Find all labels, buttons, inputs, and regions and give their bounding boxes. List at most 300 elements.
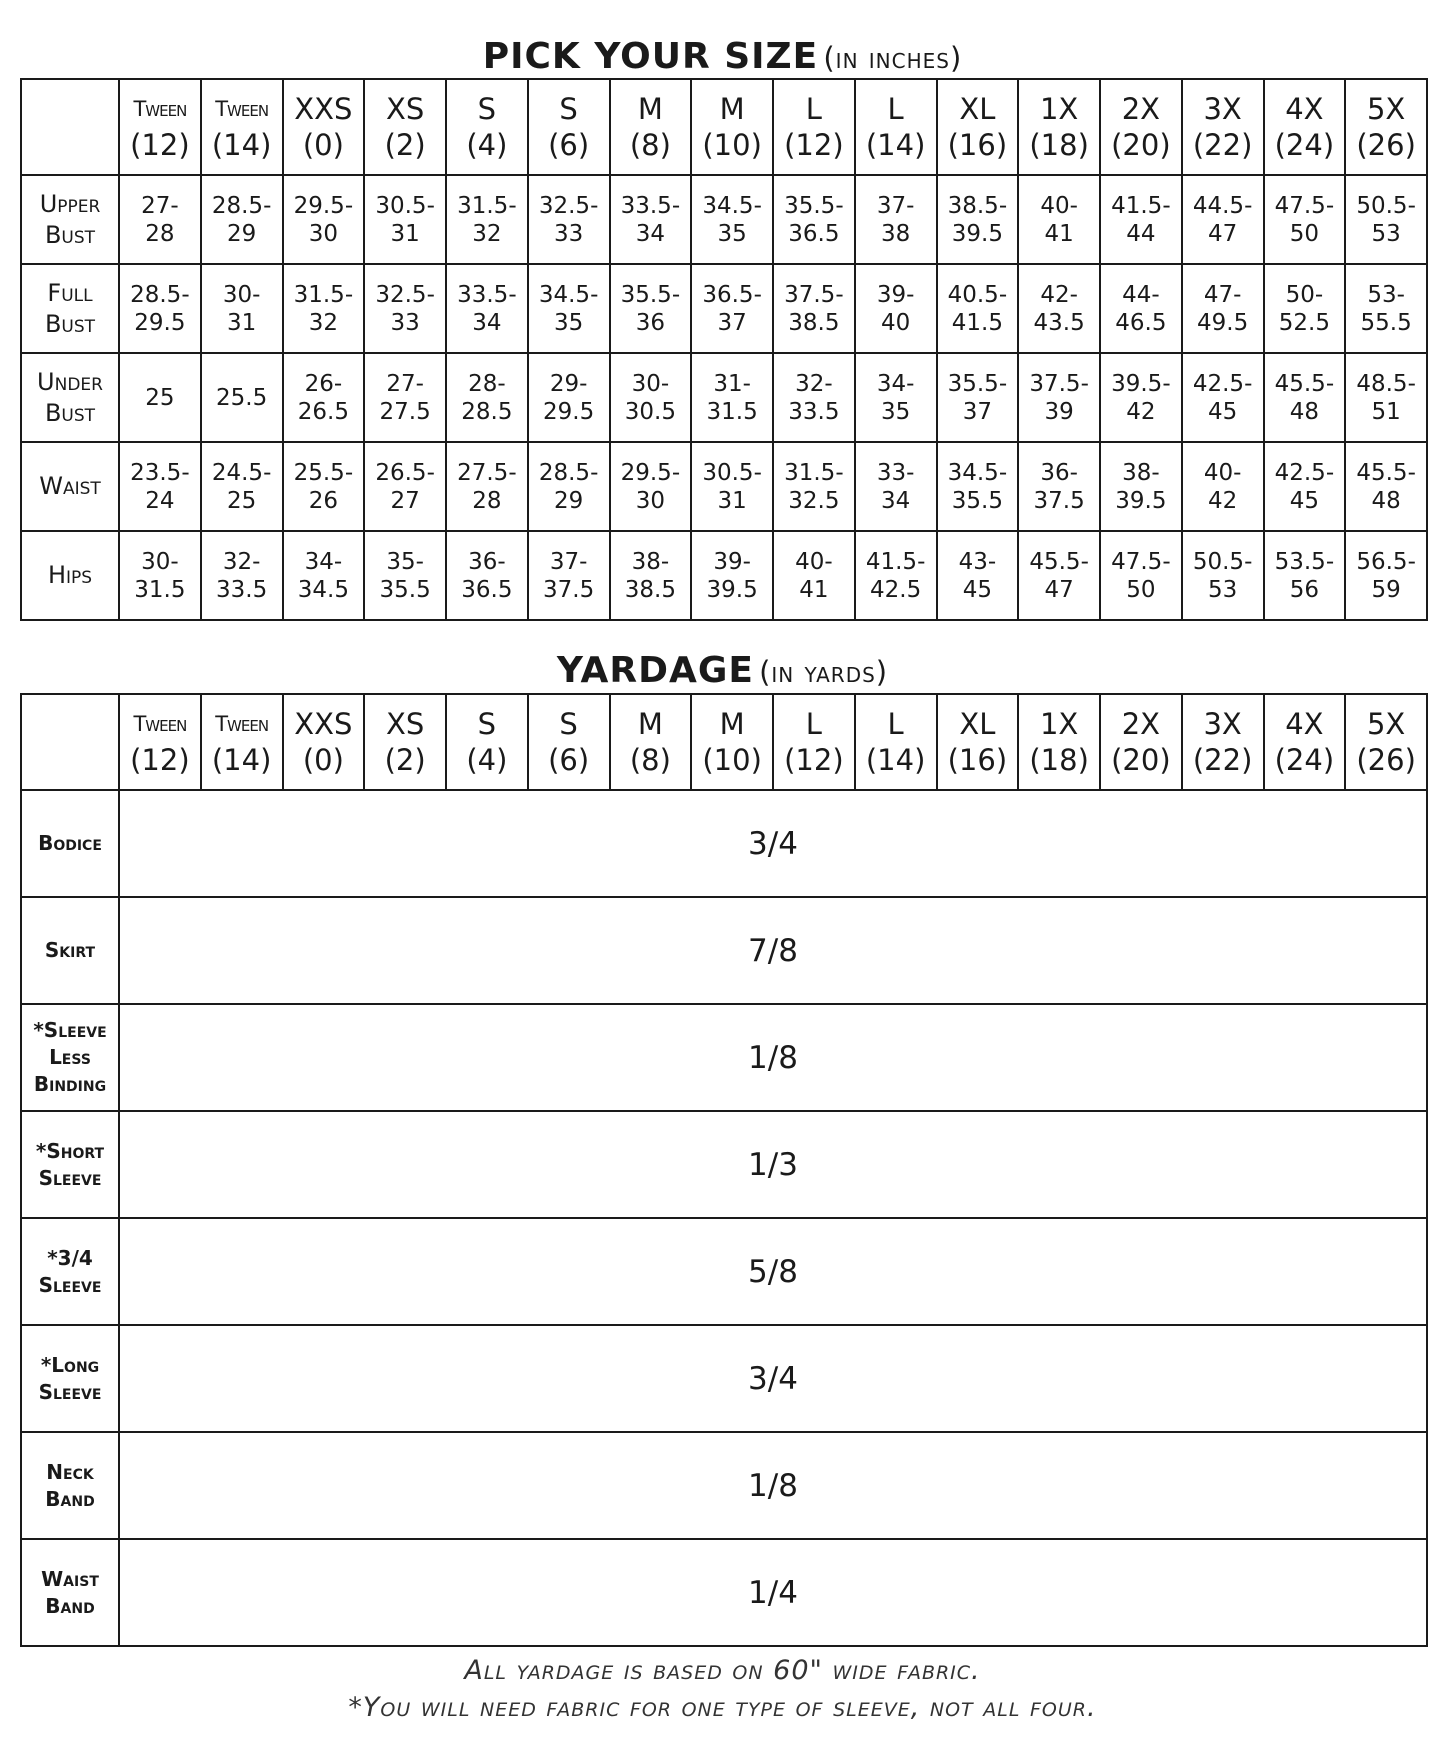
measurement-value-line: 38- — [1122, 459, 1160, 486]
measurement-value-line: 30.5 — [624, 398, 676, 425]
size-header-cell — [1182, 79, 1264, 175]
measurement-value-line: 35.5- — [947, 370, 1008, 397]
measurement-value — [855, 442, 937, 531]
measurement-value-line: 39.5- — [1111, 370, 1171, 397]
measurement-row — [21, 442, 1427, 531]
measurement-value-line: 31.5 — [134, 576, 186, 603]
size-header-cell — [1100, 79, 1182, 175]
measurement-value-line: 33.5 — [788, 398, 840, 425]
measurement-value-line: 45.5- — [1356, 459, 1416, 486]
measurement-value — [691, 264, 773, 353]
measurement-value-line: 45.5- — [1029, 548, 1089, 575]
measurement-value-line: 31 — [226, 309, 257, 336]
size-header-row — [21, 79, 1427, 175]
size-letter: S — [559, 92, 578, 126]
measurement-value — [691, 353, 773, 442]
measurement-value-line: 53.5- — [1274, 548, 1335, 575]
measurement-value-line: 32.5- — [375, 281, 435, 308]
size-number: (12) — [130, 128, 190, 162]
measurement-value-line: 33.5 — [216, 576, 268, 603]
yardage-chart-title — [0, 650, 1445, 691]
measurement-value-line: 53 — [1207, 576, 1238, 603]
measurement-value-line: 37- — [876, 192, 915, 219]
size-number: (14) — [211, 743, 272, 777]
yardage-chart-title-main: YARDAGE — [556, 650, 754, 691]
measurement-value — [119, 353, 201, 442]
size-header-cell — [446, 79, 528, 175]
measurement-value-line: 25 — [145, 384, 175, 411]
measurement-value — [1264, 353, 1346, 442]
size-header-cell — [283, 79, 365, 175]
measurement-value-line: 48 — [1289, 398, 1320, 425]
measurement-value — [201, 531, 283, 620]
size-letter: XS — [385, 707, 425, 741]
measurement-value-line: 37- — [549, 548, 588, 575]
size-letter: 2X — [1121, 92, 1161, 126]
measurement-value-line: 25.5 — [216, 384, 268, 411]
size-number: (8) — [629, 743, 671, 777]
measurement-value — [1345, 442, 1427, 531]
measurement-value-line: 46.5 — [1115, 309, 1167, 336]
measurement-value-line: 44 — [1126, 220, 1156, 247]
measurement-value-line: 45 — [962, 576, 993, 603]
size-number: (6) — [548, 128, 590, 162]
measurement-value-line: 41 — [1044, 220, 1074, 247]
measurement-value-line: 30- — [631, 370, 670, 397]
measurement-value — [119, 175, 201, 264]
measurement-value-line: 35.5- — [620, 281, 681, 308]
size-number: (14) — [865, 128, 926, 162]
measurement-value-line: 53 — [1371, 220, 1401, 247]
measurement-value-line: 40- — [1040, 192, 1078, 219]
measurement-value-line: 32 — [308, 309, 339, 336]
measurement-value-line: 32.5 — [788, 487, 840, 514]
measurement-value — [528, 175, 610, 264]
size-header-cell — [201, 694, 283, 790]
yardage-chart-title-unit: (in yards) — [759, 655, 889, 689]
measurement-value-line: 30 — [308, 220, 339, 247]
yardage-row — [21, 790, 1427, 897]
size-header-cell — [937, 694, 1019, 790]
measurement-value-line: 26 — [308, 487, 339, 514]
measurement-value — [1182, 442, 1264, 531]
yardage-label: Neck Band — [21, 1432, 119, 1539]
size-letter: 3X — [1203, 92, 1242, 126]
measurement-value-line: 33- — [876, 459, 915, 486]
measurement-value-line: 34- — [304, 548, 343, 575]
measurement-value — [119, 442, 201, 531]
measurement-value-line: 42.5- — [1192, 370, 1253, 397]
measurement-row — [21, 531, 1427, 620]
yardage-label: *Sleeve Less Binding — [21, 1004, 119, 1111]
measurement-value-line: 39.5 — [1115, 487, 1167, 514]
measurement-value-line: 37.5 — [543, 576, 595, 603]
measurement-value-line: 39.5 — [706, 576, 758, 603]
size-number: (16) — [947, 128, 1008, 162]
measurement-value-line: 41 — [799, 576, 829, 603]
measurement-value-line: 47- — [1203, 281, 1242, 308]
measurement-value-line: 35 — [880, 398, 911, 425]
measurement-value-line: 39- — [876, 281, 915, 308]
measurement-value-line: 31 — [390, 220, 420, 247]
size-header-cell — [691, 79, 773, 175]
measurement-value-line: 35- — [386, 548, 424, 575]
measurement-value — [201, 353, 283, 442]
yardage-label: Waist Band — [21, 1539, 119, 1646]
size-letter: 5X — [1366, 92, 1406, 126]
measurement-value-line: 33 — [390, 309, 420, 336]
measurement-value — [773, 353, 855, 442]
measurement-value-line: 31 — [717, 487, 747, 514]
measurement-value — [201, 175, 283, 264]
measurement-label: Full Bust — [21, 264, 119, 353]
size-number: (20) — [1111, 743, 1171, 777]
size-letter: 4X — [1285, 707, 1324, 741]
measurement-value — [610, 442, 692, 531]
measurement-value-line: 47.5- — [1111, 548, 1171, 575]
measurement-value-line: 27.5- — [457, 459, 517, 486]
measurement-value — [1345, 353, 1427, 442]
measurement-value-line: 40.5- — [947, 281, 1008, 308]
size-letter: M — [719, 92, 745, 126]
size-letter: Tween — [215, 97, 269, 121]
measurement-value-line: 26.5- — [375, 459, 435, 486]
measurement-value — [855, 264, 937, 353]
measurement-value-line: 34 — [880, 487, 911, 514]
measurement-value — [528, 531, 610, 620]
yardage-label: Bodice — [21, 790, 119, 897]
size-header-cell — [364, 694, 446, 790]
measurement-value — [1018, 175, 1100, 264]
measurement-value-line: 35.5- — [784, 192, 844, 219]
size-header-cell — [610, 694, 692, 790]
measurement-value-line: 40- — [795, 548, 833, 575]
measurement-value-line: 50.5- — [1356, 192, 1416, 219]
measurement-value-line: 29 — [553, 487, 584, 514]
measurement-value — [119, 264, 201, 353]
yardage-value: 7/8 — [119, 897, 1427, 1004]
footnote-fabric-width: All yardage is based on 60" wide fabric. — [464, 1655, 981, 1686]
measurement-value-line: 35.5 — [379, 576, 431, 603]
measurement-value-line: 35.5 — [951, 487, 1003, 514]
measurement-value — [1264, 264, 1346, 353]
size-header-cell — [528, 79, 610, 175]
measurement-value-line: 32 — [472, 220, 502, 247]
measurement-value — [364, 442, 446, 531]
measurement-value-line: 38.5 — [788, 309, 840, 336]
measurement-value — [283, 353, 365, 442]
measurement-value — [1100, 531, 1182, 620]
yardage-value: 3/4 — [119, 1325, 1427, 1432]
size-letter: 1X — [1039, 707, 1079, 741]
measurement-value — [691, 531, 773, 620]
size-header-cell — [119, 79, 201, 175]
measurement-value — [1182, 353, 1264, 442]
size-letter: S — [477, 92, 497, 126]
size-header-cell — [283, 694, 365, 790]
size-number: (10) — [702, 128, 762, 162]
measurement-value-line: 36- — [1040, 459, 1078, 486]
measurement-value-line: 43.5 — [1033, 309, 1085, 336]
measurement-value-line: 31- — [713, 370, 751, 397]
size-letter: M — [637, 92, 663, 126]
measurement-value — [446, 175, 528, 264]
measurement-value — [283, 175, 365, 264]
size-number: (4) — [466, 743, 508, 777]
measurement-value-line: 50 — [1289, 220, 1320, 247]
size-letter: Tween — [133, 712, 187, 736]
measurement-value-line: 29.5- — [293, 192, 354, 219]
yardage-label: Skirt — [21, 897, 119, 1004]
measurement-value — [201, 264, 283, 353]
measurement-value — [1100, 442, 1182, 531]
measurement-value-line: 44- — [1122, 281, 1160, 308]
measurement-value-line: 36 — [635, 309, 666, 336]
measurement-value-line: 48 — [1371, 487, 1401, 514]
measurement-value-line: 39- — [713, 548, 751, 575]
measurement-value — [1100, 175, 1182, 264]
measurement-value-line: 27.5 — [379, 398, 431, 425]
size-header-cell — [1100, 694, 1182, 790]
size-letter: L — [805, 92, 822, 126]
measurement-value-line: 51 — [1371, 398, 1401, 425]
measurement-value-line: 31.5- — [784, 459, 844, 486]
measurement-value-line: 34 — [472, 309, 502, 336]
measurement-value-line: 37.5 — [1033, 487, 1085, 514]
size-letter: XL — [959, 92, 996, 126]
measurement-value-line: 28.5- — [538, 459, 599, 486]
measurement-value — [773, 442, 855, 531]
measurement-value-line: 34.5 — [297, 576, 349, 603]
measurement-value-line: 34- — [876, 370, 915, 397]
measurement-value-line: 38.5- — [947, 192, 1008, 219]
yardage-value: 1/8 — [119, 1004, 1427, 1111]
measurement-value-line: 34.5- — [702, 192, 762, 219]
measurement-value-line: 42- — [1040, 281, 1078, 308]
header-corner-cell — [21, 79, 119, 175]
measurement-value — [773, 264, 855, 353]
measurement-value — [528, 353, 610, 442]
measurement-value-line: 25.5- — [293, 459, 354, 486]
size-number: (0) — [302, 743, 344, 777]
yardage-row — [21, 1432, 1427, 1539]
yardage-value: 3/4 — [119, 790, 1427, 897]
size-header-cell — [1345, 694, 1427, 790]
measurement-row — [21, 264, 1427, 353]
measurement-value-line: 34.5- — [947, 459, 1008, 486]
measurement-value-line: 53- — [1367, 281, 1405, 308]
size-header-cell — [1345, 79, 1427, 175]
size-chart-table — [20, 78, 1428, 621]
yardage-value: 1/4 — [119, 1539, 1427, 1646]
measurement-value-line: 33.5- — [620, 192, 681, 219]
size-letter: XL — [959, 707, 996, 741]
measurement-value-line: 33.5- — [457, 281, 517, 308]
size-letter: L — [805, 707, 822, 741]
measurement-value — [1264, 175, 1346, 264]
size-letter: XXS — [294, 92, 353, 126]
size-chart-title-unit: (in inches) — [823, 41, 963, 75]
yardage-value: 1/3 — [119, 1111, 1427, 1218]
size-letter: M — [719, 707, 745, 741]
measurement-value — [1345, 175, 1427, 264]
measurement-value-line: 39 — [1044, 398, 1074, 425]
size-number: (16) — [947, 743, 1008, 777]
measurement-value-line: 26- — [304, 370, 343, 397]
measurement-value-line: 37 — [962, 398, 993, 425]
size-letter: 5X — [1366, 707, 1406, 741]
measurement-value-line: 56.5- — [1356, 548, 1416, 575]
measurement-value-line: 50 — [1126, 576, 1156, 603]
size-header-cell — [691, 694, 773, 790]
size-number: (4) — [466, 128, 508, 162]
measurement-value-line: 28 — [145, 220, 175, 247]
measurement-value-line: 26.5 — [297, 398, 349, 425]
measurement-value — [1182, 264, 1264, 353]
measurement-value-line: 27 — [390, 487, 420, 514]
yardage-chart-table — [20, 693, 1428, 1647]
measurement-value — [937, 264, 1019, 353]
measurement-value-line: 40- — [1203, 459, 1242, 486]
measurement-value-line: 24 — [145, 487, 175, 514]
size-header-cell — [364, 79, 446, 175]
size-letter: L — [887, 92, 904, 126]
measurement-value-line: 50- — [1285, 281, 1324, 308]
size-number: (20) — [1111, 128, 1171, 162]
measurement-value-line: 45.5- — [1274, 370, 1335, 397]
measurement-value-line: 37.5- — [784, 281, 844, 308]
size-letter: 3X — [1203, 707, 1242, 741]
size-header-cell — [937, 79, 1019, 175]
footnote-sleeve: *You will need fabric for one type of sleeve, not all four. — [348, 1692, 1097, 1723]
measurement-value-line: 40 — [880, 309, 911, 336]
size-letter: L — [887, 707, 904, 741]
measurement-value — [855, 353, 937, 442]
measurement-value — [446, 264, 528, 353]
measurement-value — [855, 531, 937, 620]
measurement-value — [201, 442, 283, 531]
yardage-row — [21, 1111, 1427, 1218]
measurement-value-line: 28.5 — [461, 398, 513, 425]
measurement-value — [364, 531, 446, 620]
measurement-value — [1264, 442, 1346, 531]
measurement-value-line: 45 — [1289, 487, 1320, 514]
measurement-value-line: 30- — [141, 548, 179, 575]
measurement-label: Upper Bust — [21, 175, 119, 264]
size-letter: Tween — [215, 712, 269, 736]
yardage-label: *Long Sleeve — [21, 1325, 119, 1432]
measurement-value — [446, 353, 528, 442]
measurement-value — [446, 442, 528, 531]
measurement-value-line: 42 — [1126, 398, 1156, 425]
size-letter: Tween — [133, 97, 187, 121]
measurement-value-line: 45 — [1207, 398, 1238, 425]
measurement-value-line: 38.5 — [624, 576, 676, 603]
measurement-value-line: 27- — [141, 192, 179, 219]
size-header-cell — [773, 79, 855, 175]
size-number: (2) — [384, 128, 426, 162]
size-letter: M — [637, 707, 663, 741]
size-header-cell — [773, 694, 855, 790]
size-number: (8) — [629, 128, 671, 162]
measurement-value — [283, 442, 365, 531]
size-number: (10) — [702, 743, 762, 777]
size-letter: 1X — [1039, 92, 1079, 126]
measurement-value-line: 29.5 — [134, 309, 186, 336]
measurement-value-line: 32- — [795, 370, 833, 397]
size-header-cell — [1264, 79, 1346, 175]
measurement-value-line: 52.5 — [1278, 309, 1330, 336]
measurement-value-line: 32.5- — [538, 192, 599, 219]
header-corner-cell — [21, 694, 119, 790]
yardage-row — [21, 1325, 1427, 1432]
size-header-cell — [1018, 79, 1100, 175]
size-number: (24) — [1274, 128, 1335, 162]
yardage-label: *Short Sleeve — [21, 1111, 119, 1218]
measurement-value-line: 24.5- — [211, 459, 272, 486]
size-header-cell — [855, 694, 937, 790]
measurement-value-line: 29 — [226, 220, 257, 247]
size-letter: 2X — [1121, 707, 1161, 741]
measurement-value-line: 37 — [717, 309, 747, 336]
measurement-value-line: 41.5- — [865, 548, 926, 575]
measurement-value — [937, 353, 1019, 442]
measurement-value-line: 23.5- — [130, 459, 190, 486]
measurement-value-line: 43- — [958, 548, 997, 575]
measurement-value-line: 42.5 — [870, 576, 922, 603]
size-header-cell — [855, 79, 937, 175]
size-letter: XXS — [294, 707, 353, 741]
measurement-value-line: 31.5- — [457, 192, 517, 219]
measurement-value — [1018, 353, 1100, 442]
size-header-cell — [201, 79, 283, 175]
size-letter: S — [559, 707, 578, 741]
measurement-value-line: 47 — [1044, 576, 1074, 603]
measurement-value-line: 30- — [222, 281, 261, 308]
measurement-value — [528, 264, 610, 353]
measurement-value-line: 36.5 — [461, 576, 513, 603]
measurement-value — [610, 353, 692, 442]
measurement-value-line: 36.5 — [788, 220, 840, 247]
measurement-value — [691, 175, 773, 264]
measurement-value — [528, 442, 610, 531]
size-chart-title-main: PICK YOUR SIZE — [482, 36, 819, 77]
size-header-cell — [528, 694, 610, 790]
measurement-value-line: 42 — [1207, 487, 1238, 514]
size-header-cell — [119, 694, 201, 790]
measurement-value-line: 28.5- — [211, 192, 272, 219]
measurement-value — [773, 531, 855, 620]
measurement-value-line: 34 — [635, 220, 666, 247]
measurement-value-line: 48.5- — [1356, 370, 1416, 397]
size-number: (6) — [548, 743, 590, 777]
measurement-value-line: 25 — [226, 487, 257, 514]
measurement-value — [937, 175, 1019, 264]
yardage-row — [21, 1539, 1427, 1646]
size-letter: XS — [385, 92, 425, 126]
size-number: (18) — [1029, 743, 1089, 777]
measurement-value-line: 41.5- — [1111, 192, 1171, 219]
measurement-value-line: 56 — [1289, 576, 1320, 603]
measurement-value-line: 47.5- — [1274, 192, 1335, 219]
measurement-value-line: 29.5- — [620, 459, 681, 486]
size-number: (14) — [865, 743, 926, 777]
measurement-value — [1264, 531, 1346, 620]
yardage-row — [21, 897, 1427, 1004]
measurement-value — [1100, 264, 1182, 353]
measurement-value-line: 31.5 — [706, 398, 758, 425]
measurement-value-line: 59 — [1371, 576, 1401, 603]
